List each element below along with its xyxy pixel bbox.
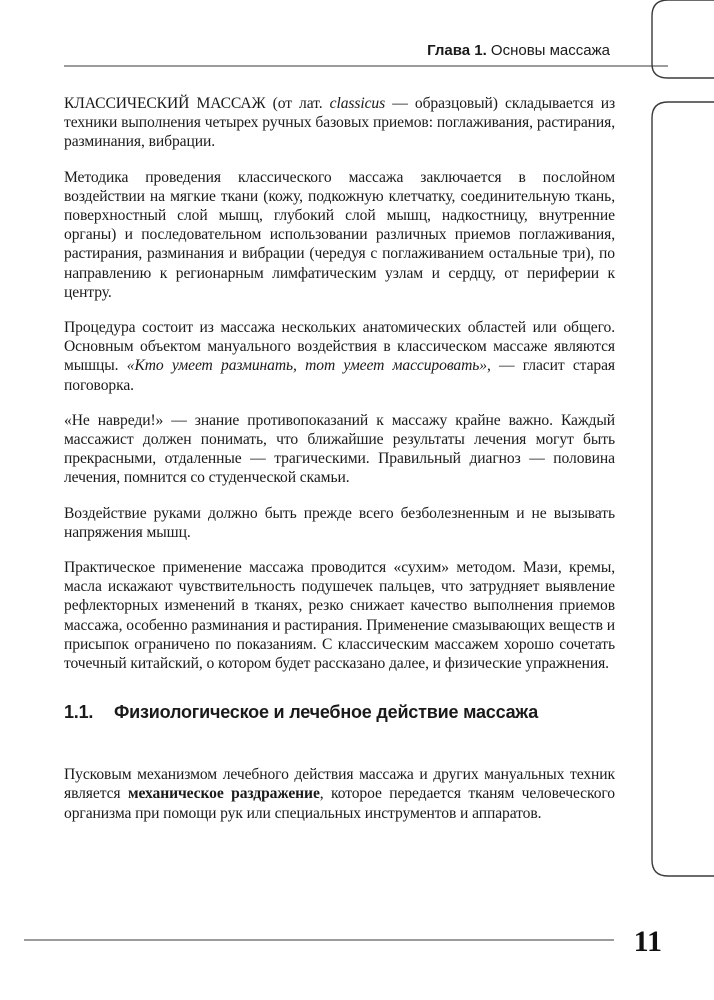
paragraph-3 <box>64 318 615 395</box>
section-paragraph-text-a: Пусковым механизмом лечебного действия массажа и других мануальных техник является <box>64 766 615 803</box>
paragraph-6: Практическое применение массажа проводится «сухим» методом. Мази, кремы, масла искажают чувствительность подушечек пальцев, что затрудняет выявление рефлекторных изменений в тканях, резко снижает качество выполнения приемов массажа, особенно разминания и растирания. Применение смазывающих веществ и присыпок ограничено по показаниям. С классическим массажем хорошо сочетать точечный китайский, о котором будет рассказано далее, и физические упражнения. <box>64 559 615 673</box>
paragraph-3-text-a: Процедура состоит из массажа нескольких анатомических областей или общего. Основным объектом мануального воздействия в классическом массаже являются мышцы. <box>64 319 615 375</box>
paragraph-1 <box>64 94 615 152</box>
chapter-title: Основы массажа <box>490 42 610 59</box>
section-paragraph-text-c: , которое передается тканям человеческого организма при помощи рук или специальных инструментов и аппаратов. <box>64 785 615 822</box>
side-tab <box>652 102 714 876</box>
section-number: 1.1. <box>64 702 94 723</box>
paragraph-3-text-c: , — гласит старая поговорка. <box>64 357 615 394</box>
header-tab <box>652 0 714 78</box>
running-head <box>427 42 610 59</box>
section-paragraph <box>64 765 615 823</box>
latin-term: classicus <box>329 95 386 112</box>
section-heading <box>64 701 615 723</box>
section-title: Физиологическое и лечебное действие массажа <box>114 702 539 723</box>
key-term: механическое раздражение <box>127 785 320 803</box>
page-number: 11 <box>633 925 662 958</box>
paragraph-2: Методика проведения классического массажа заключается в послойном воздействии на мягкие ткани (кожу, подкожную клетчатку, соединительную ткань, поверхностный слой мышц, глубокий слой мышц, надкостницу, внутренние органы) и последовательном использовании различных приемов поглаживания, растирания, разминания и вибрации (чередуя с поглаживанием остальные три), по направлению к регионарным лимфатическим узлам и сердцу, от периферии к центру. <box>64 168 615 301</box>
chapter-label: Глава 1. <box>427 42 487 59</box>
paragraph-1-text-a: КЛАССИЧЕСКИЙ МАССАЖ (от лат. <box>64 95 330 112</box>
paragraph-1-text-c: — образцовый) складывается из техники выполнения четырех ручных базовых приемов: поглаживания, растирания, разминания, вибрации. <box>64 95 616 151</box>
proverb-quote: «Кто умеет разминать, тот умеет массировать» <box>126 357 487 375</box>
paragraph-5: Воздействие руками должно быть прежде всего безболезненным и не вызывать напряжения мышц. <box>64 504 615 541</box>
page-content <box>64 94 615 839</box>
paragraph-4: «Не навреди!» — знание противопоказаний к массажу крайне важно. Каждый массажист должен понимать, что ближайшие результаты лечения могут быть прекрасными, отдаленные — трагическими. Правильный диагноз — половина лечения, помнится со студенческой скамьи. <box>64 411 615 487</box>
